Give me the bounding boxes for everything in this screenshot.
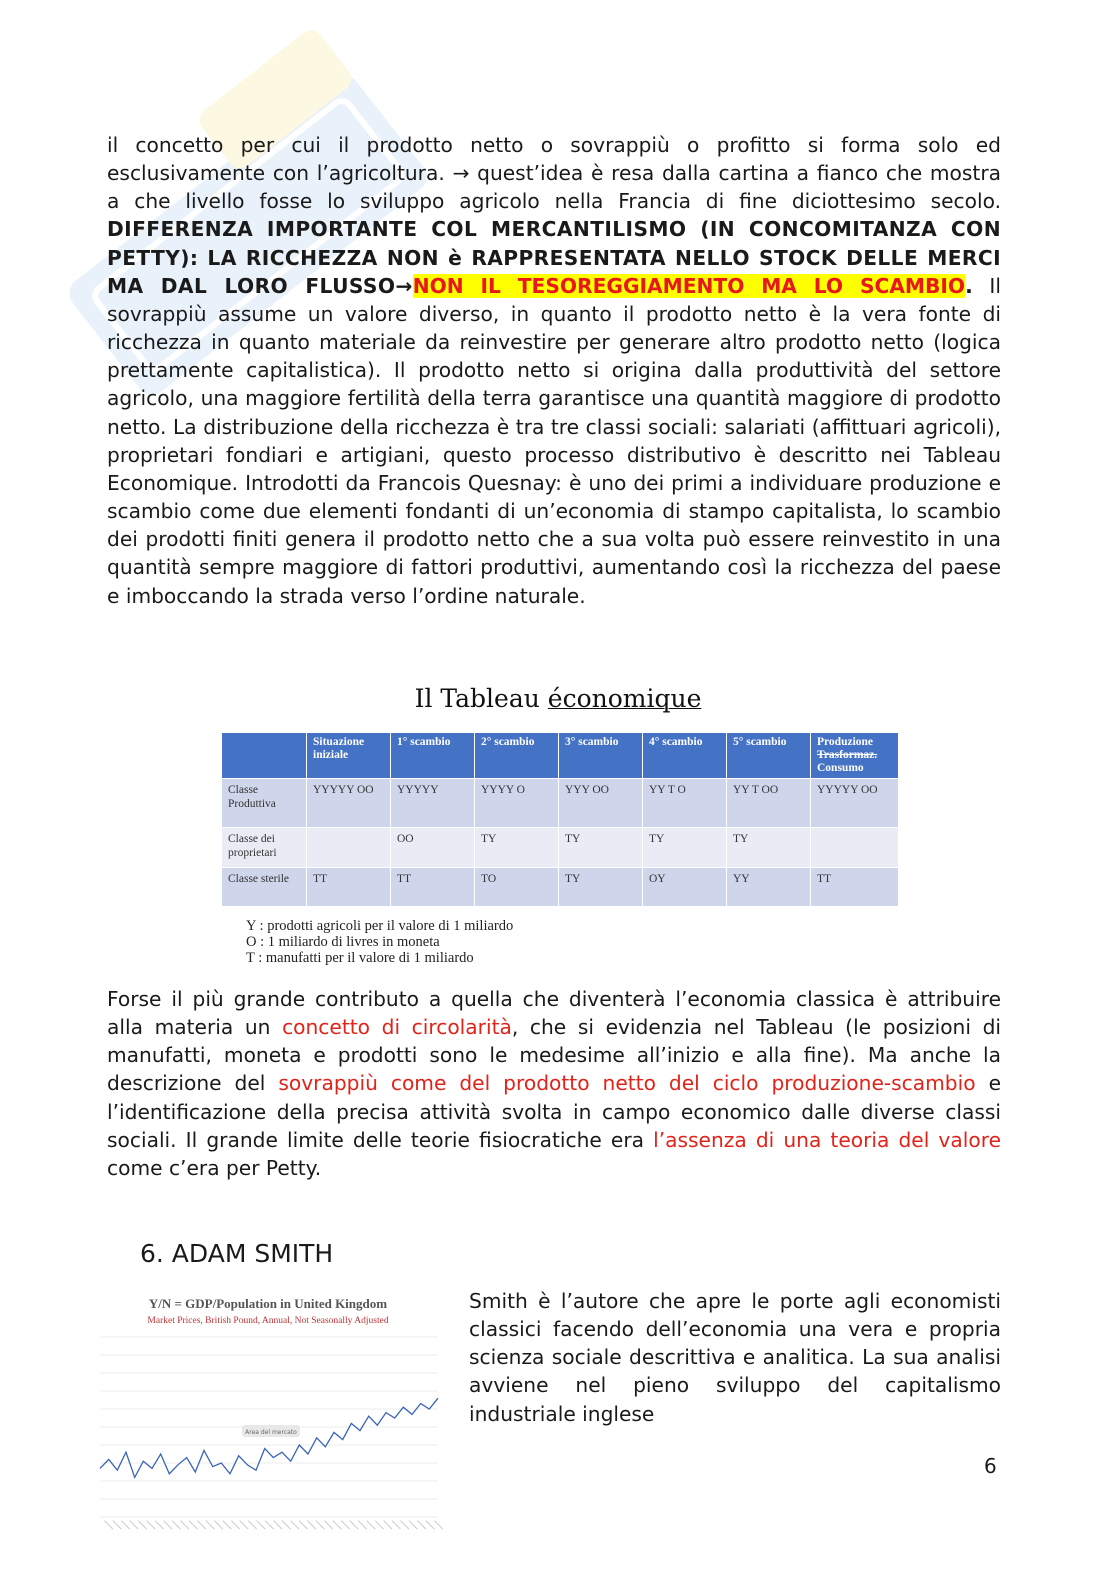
chart-x-tick bbox=[400, 1520, 409, 1529]
table-header-cell: 5° scambio bbox=[727, 733, 811, 779]
chart-x-tick bbox=[426, 1520, 435, 1529]
text-span: come c’era per Petty. bbox=[107, 1155, 322, 1180]
table-cell: OY bbox=[643, 868, 727, 907]
header-text: Produzione bbox=[817, 736, 874, 748]
figure-title-part: économique bbox=[547, 684, 702, 713]
table-cell: YYYYY OO bbox=[811, 779, 899, 828]
chart-x-tick bbox=[231, 1520, 240, 1529]
table-cell bbox=[307, 828, 391, 868]
table-cell: TY bbox=[559, 828, 643, 868]
chart-x-tick bbox=[316, 1520, 325, 1529]
table-cell: TT bbox=[811, 868, 899, 907]
paragraph-circularity bbox=[107, 985, 1001, 1182]
table-header-cell: 3° scambio bbox=[559, 733, 643, 779]
chart-x-tick bbox=[324, 1520, 333, 1529]
table-cell: TT bbox=[307, 868, 391, 907]
table-row bbox=[222, 868, 899, 907]
table-cell: YYYYY bbox=[391, 779, 475, 828]
table-cell: YYYYY OO bbox=[307, 779, 391, 828]
table-cell bbox=[811, 828, 899, 868]
chart-x-tick bbox=[155, 1520, 164, 1529]
chart-x-tick bbox=[163, 1520, 172, 1529]
chart-x-tick bbox=[138, 1520, 147, 1529]
chart-x-tick bbox=[172, 1520, 181, 1529]
emphasis-red: sovrappiù come del prodotto netto del ciclo produzione-scambio bbox=[278, 1071, 976, 1096]
legend-line: O : 1 miliardo di livres in moneta bbox=[246, 934, 440, 950]
table-cell: YYY OO bbox=[559, 779, 643, 828]
table-cell: TT bbox=[391, 868, 475, 907]
table-cell: YYYY O bbox=[475, 779, 559, 828]
chart-x-tick bbox=[112, 1520, 121, 1529]
legend-line: T : manufatti per il valore di 1 miliardo bbox=[246, 950, 474, 966]
text-span: il concetto per cui il prodotto netto o sovrappiù o profitto si forma solo ed esclusivamente con l’agricoltura. bbox=[107, 133, 1001, 186]
chart-x-tick bbox=[417, 1520, 426, 1529]
table-header-cell: 4° scambio bbox=[643, 733, 727, 779]
row-label: Classe dei proprietari bbox=[222, 828, 307, 868]
chart-title: Y/N = GDP/Population in United Kingdom bbox=[148, 1296, 388, 1311]
chart-x-tick bbox=[256, 1520, 265, 1529]
table-cell: YY T OO bbox=[727, 779, 811, 828]
section-heading: 6. ADAM SMITH bbox=[140, 1239, 334, 1268]
chart-x-tick bbox=[265, 1520, 274, 1529]
chart-x-tick bbox=[146, 1520, 155, 1529]
table-header-cell: 1° scambio bbox=[391, 733, 475, 779]
chart-x-tick bbox=[214, 1520, 223, 1529]
text-span: e l’identificazione della precisa attività svolta in campo economico dalle diverse classi sociali. Il grande limite delle teorie fisiocratiche era bbox=[107, 1071, 1001, 1152]
table-cell: TY bbox=[643, 828, 727, 868]
table-header-row bbox=[222, 733, 899, 779]
chart-annotation: Area del mercato bbox=[245, 1429, 297, 1436]
paragraph-physiocracy bbox=[107, 131, 1001, 610]
chart-x-tick bbox=[409, 1520, 418, 1529]
chart-x-tick bbox=[299, 1520, 308, 1529]
chart-x-tick bbox=[248, 1520, 257, 1529]
table-row bbox=[222, 828, 899, 868]
row-label: Classe Produttiva bbox=[222, 779, 307, 828]
paragraph-smith: Smith è l’autore che apre le porte agli economisti classici facendo dell’economia una vera e propria scienza sociale descrittiva e analitica. La sua analisi avviene nel pieno sviluppo del capitalismo industriale inglese bbox=[469, 1289, 1001, 1426]
table-cell: TO bbox=[475, 868, 559, 907]
table-header-cell bbox=[222, 733, 307, 779]
chart-x-tick bbox=[222, 1520, 231, 1529]
chart-x-tick bbox=[129, 1520, 138, 1529]
chart-x-tick bbox=[290, 1520, 299, 1529]
chart-x-tick bbox=[383, 1520, 392, 1529]
table-legend bbox=[246, 918, 513, 966]
chart-x-tick bbox=[332, 1520, 341, 1529]
bold-statement: DIFFERENZA IMPORTANTE COL MERCANTILISMO (IN CONCOMITANZA CON PETTY): LA RICCHEZZA NON è RAPPRESENTATA NELLO STOCK DELLE MERCI MA DAL LORO FLUSSO bbox=[107, 217, 1001, 298]
row-label: Classe sterile bbox=[222, 868, 307, 907]
table-header-cell bbox=[811, 733, 899, 779]
table-cell: YY bbox=[727, 868, 811, 907]
figure-title-part: Il Tableau bbox=[414, 684, 548, 713]
chart-x-tick bbox=[104, 1520, 113, 1529]
chart-series-line bbox=[100, 1398, 438, 1477]
table-row bbox=[222, 779, 899, 828]
highlighted-statement: NON IL TESOREGGIAMENTO MA LO SCAMBIO bbox=[412, 273, 966, 298]
chart-x-tick bbox=[375, 1520, 384, 1529]
chart-x-tick bbox=[282, 1520, 291, 1529]
chart-subtitle: Market Prices, British Pound, Annual, Not Seasonally Adjusted bbox=[147, 1316, 389, 1326]
legend-line: Y : prodotti agricoli per il valore di 1 miliardo bbox=[246, 918, 514, 934]
chart-x-tick bbox=[239, 1520, 248, 1529]
table-header-cell: Situazione iniziale bbox=[307, 733, 391, 779]
text-span: , che si evidenzia nel Tableau (le posizioni di manufatti, moneta e prodotti sono le medesime all’inizio e alla fine). Ma anche la descrizione del bbox=[107, 1015, 1001, 1096]
gdp-chart bbox=[92, 1289, 444, 1537]
table-cell: YY T O bbox=[643, 779, 727, 828]
chart-x-tick bbox=[434, 1520, 443, 1529]
chart-x-tick bbox=[358, 1520, 367, 1529]
chart-x-tick bbox=[273, 1520, 282, 1529]
header-text: Consumo bbox=[817, 762, 864, 774]
emphasis-red: l’assenza di una teoria del valore bbox=[653, 1127, 1001, 1152]
table-cell: TY bbox=[727, 828, 811, 868]
emphasis-red: concetto di circolarità bbox=[282, 1015, 512, 1040]
table-cell: OO bbox=[391, 828, 475, 868]
text-span: Il sovrappiù assume un valore diverso, in quanto il prodotto netto è la vera fonte di ricchezza in quanto materiale da reinvestire per generare altro prodotto netto (logica prettamente capitalistica). Il prodotto netto si origina dalla produttività del settore agricolo, una maggiore fertilità della terra garantisce una quantità maggiore di prodotto netto. La distribuzione della ricchezza è tra tre classi sociali: salariati (affittuari agricoli), proprietari fondiari e artigiani, questo processo distributivo è descritto nei Tableau Economique. Introdotti da Francois Quesnay: è uno dei primi a individuare produzione e scambio come due elementi fondanti di un’economia di stampo capitalista, lo scambio dei prodotti finiti genera il prodotto netto che a sua volta può essere reinvestito in una quantità sempre maggiore di fattori produttivi, aumentando così la ricchezza del paese e imboccando la strada verso l’ordine naturale. bbox=[107, 273, 1001, 608]
table-cell: TY bbox=[475, 828, 559, 868]
chart-x-tick bbox=[121, 1520, 130, 1529]
chart-x-tick bbox=[392, 1520, 401, 1529]
chart-x-tick bbox=[341, 1520, 350, 1529]
table-header-cell: 2° scambio bbox=[475, 733, 559, 779]
chart-x-tick bbox=[307, 1520, 316, 1529]
arrow-icon: → bbox=[395, 273, 413, 298]
table-cell: TY bbox=[559, 868, 643, 907]
tableau-table bbox=[222, 733, 899, 906]
text-span: Forse il più grande contributo a quella che diventerà l’economia classica è attribuire alla materia un bbox=[107, 987, 1001, 1040]
page-number: 6 bbox=[984, 1454, 997, 1478]
chart-x-tick bbox=[349, 1520, 358, 1529]
chart-x-tick bbox=[189, 1520, 198, 1529]
chart-x-tick bbox=[197, 1520, 206, 1529]
chart-x-tick bbox=[180, 1520, 189, 1529]
text-span: . bbox=[965, 273, 974, 298]
header-text: Trasformaz. bbox=[817, 749, 878, 761]
text-span: quest’idea è resa dalla cartina a fianco che mostra a che livello fosse lo sviluppo agricolo nella Francia di fine diciottesimo secolo. bbox=[107, 161, 1001, 214]
chart-x-tick bbox=[366, 1520, 375, 1529]
chart-x-tick bbox=[206, 1520, 215, 1529]
arrow-icon: → bbox=[452, 161, 470, 186]
figure-title bbox=[0, 684, 1116, 713]
